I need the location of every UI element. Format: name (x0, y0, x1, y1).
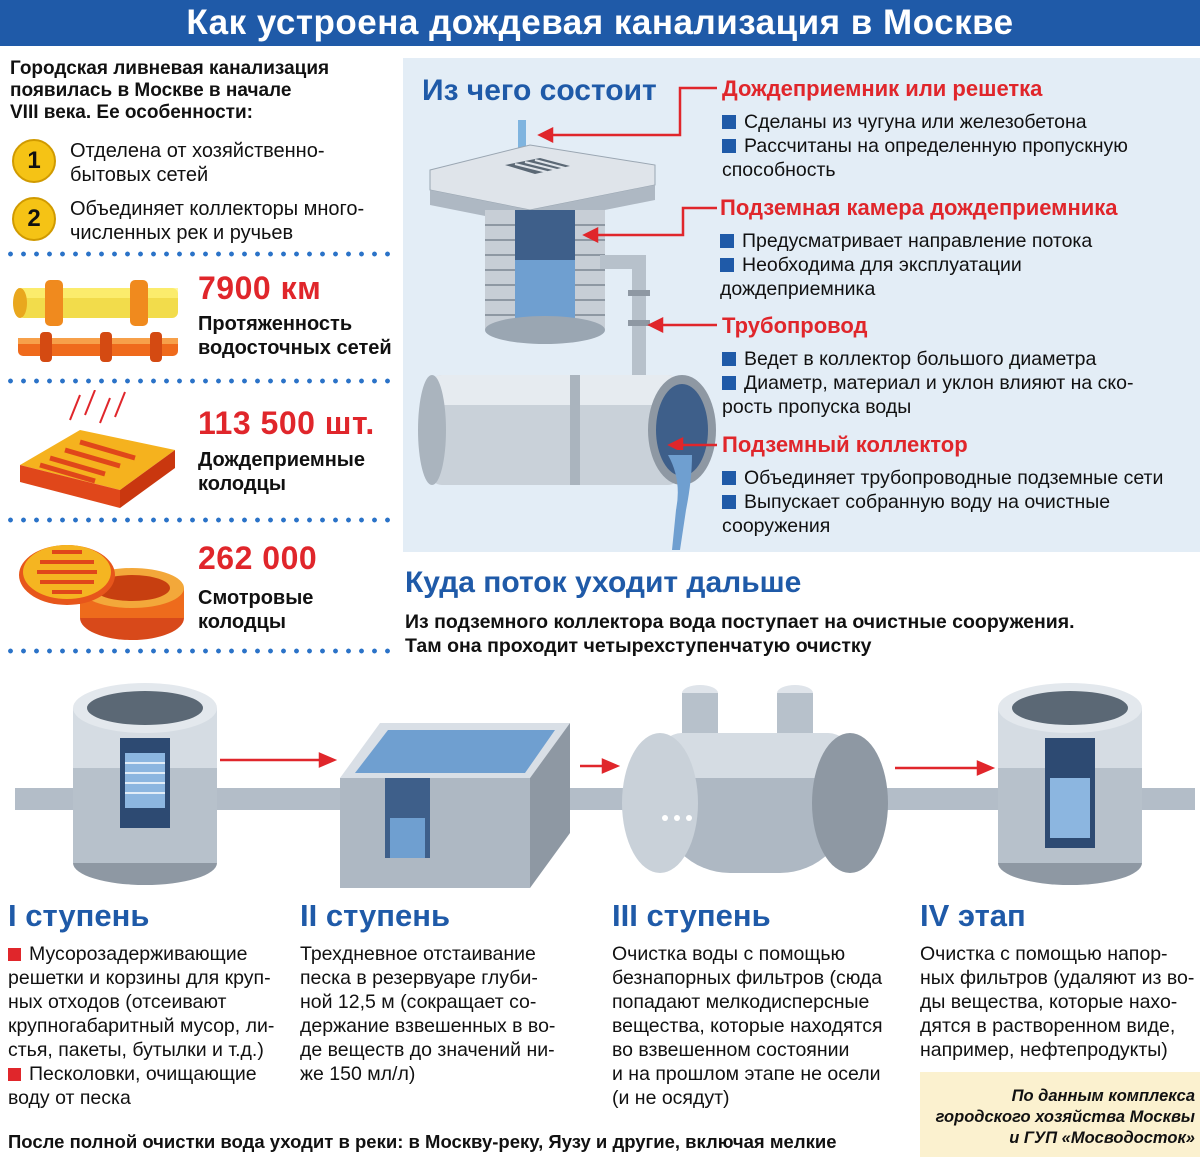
part-bullet: Диаметр, материал и уклон влияют на ско- рость пропуска воды (722, 372, 1134, 418)
stage-line: воду от песка (8, 1087, 131, 1109)
structure-title: Из чего состоит (422, 74, 657, 107)
stage-line: попадают мелкодисперсные (612, 991, 870, 1013)
dotted-divider (4, 517, 394, 523)
stage-line: песка в резервуаре глуби- (300, 967, 538, 989)
part-chamber (720, 195, 1190, 301)
stage-title-4: IV этап (920, 898, 1026, 933)
stage-line: де веществ до значений ни- (300, 1039, 555, 1061)
source-text (925, 1086, 1195, 1149)
stage-line: вещества, которые находятся (612, 1015, 883, 1037)
part-bullet: Ведет в коллектор большого диаметра (722, 347, 1192, 371)
bullet-square-icon (722, 115, 736, 129)
part-bullet: Необходима для эксплуатации дождеприемника (720, 254, 1022, 300)
flow-text (405, 610, 1075, 658)
bullet-square-icon (722, 495, 736, 509)
stage-line: ной 12,5 м (сокращает со- (300, 991, 537, 1013)
stat-label-line: Смотровые (198, 587, 314, 609)
stage-line: стья, пакеты, бутылки и т.д.) (8, 1039, 264, 1061)
stage-title-3: III ступень (612, 898, 771, 933)
stage-line: дятся в растворенном виде, (920, 1015, 1176, 1037)
leader-lines (535, 80, 725, 450)
manhole-icon (12, 530, 187, 645)
bullet-square-icon (8, 948, 21, 961)
stage-line: держание взвешенных в во- (300, 1015, 556, 1037)
flow-line: Там она проходит четырехступенчатую очистку (405, 635, 872, 657)
bullet-square-icon (722, 139, 736, 153)
feature-number-2: 2 (12, 197, 56, 241)
intro-line: VIII века. Ее особенности: (10, 102, 253, 123)
stage-line: и на прошлом этапе не осели (612, 1063, 881, 1085)
feature-line: Объединяет коллекторы много- (70, 198, 365, 220)
part-title: Трубопровод (722, 313, 868, 338)
part-bullet: Рассчитаны на определенную пропускную способность (722, 135, 1128, 181)
intro-line: Городская ливневая канализация (10, 58, 330, 79)
stat-label-line: водосточных сетей (198, 337, 392, 359)
dotted-divider (4, 378, 394, 384)
part-bullet: Выпускает собранную воду на очистные сооружения (722, 491, 1111, 537)
stage-line: Трехдневное отстаивание (300, 943, 536, 965)
stage-line: во взвешенном состоянии (612, 1039, 850, 1061)
bullet-square-icon (722, 352, 736, 366)
stage-line: ных фильтров (удаляют из во- (920, 967, 1195, 989)
part-collector (722, 432, 1192, 538)
feature-text-1 (70, 139, 390, 187)
part-title: Подземный коллектор (722, 432, 968, 457)
flow-title: Куда поток уходит дальше (405, 566, 802, 599)
stat-value-grates: 113 500 шт. (198, 405, 375, 441)
bullet-square-icon (8, 1068, 21, 1081)
part-grate (722, 76, 1192, 182)
stat-label-manholes (198, 586, 313, 634)
stage-line: крупногабаритный мусор, ли- (8, 1015, 275, 1037)
stage-line: же 150 мл/л) (300, 1063, 416, 1085)
stage-text-1 (8, 942, 298, 1110)
stage-line: например, нефтепродукты) (920, 1039, 1168, 1061)
bullet-square-icon (722, 376, 736, 390)
flow-line: Из подземного коллектора вода поступает на очистные сооружения. (405, 611, 1075, 633)
stat-value-length: 7900 км (198, 270, 322, 306)
bullet-square-icon (720, 258, 734, 272)
stage-bullet: Песколовки, очищающие (8, 1062, 298, 1086)
stat-value-manholes: 262 000 (198, 540, 318, 576)
stage-line: (и не осядут) (612, 1087, 730, 1109)
part-bullet: Объединяет трубопроводные подземные сети (722, 466, 1192, 490)
feature-text-2 (70, 197, 390, 245)
stage-text-3 (612, 942, 912, 1110)
stat-label-line: колодцы (198, 473, 286, 495)
source-line: По данным комплекса (1011, 1087, 1195, 1105)
stage-title-2: II ступень (300, 898, 451, 933)
stage-line: решетки и корзины для круп- (8, 967, 271, 989)
stat-label-line: Дождеприемные (198, 449, 365, 471)
stage-line: ных отходов (отсеивают (8, 991, 227, 1013)
stat-label-line: Протяженность (198, 313, 353, 335)
feature-line: численных рек и ручьев (70, 222, 294, 244)
stage-line: ды вещества, которые нахо- (920, 991, 1178, 1013)
pipes-icon (10, 268, 185, 368)
grate-icon (10, 390, 185, 515)
stat-label-grates (198, 448, 365, 496)
stage-text-2 (300, 942, 600, 1086)
stage-title-1: I ступень (8, 898, 150, 933)
stage-line: Очистка воды с помощью (612, 943, 846, 965)
bullet-square-icon (722, 471, 736, 485)
part-title: Дождеприемник или решетка (722, 76, 1043, 101)
bullet-square-icon (720, 234, 734, 248)
part-title: Подземная камера дождеприемника (720, 195, 1118, 220)
part-pipeline (722, 313, 1192, 419)
source-line: городского хозяйства Москвы (935, 1108, 1195, 1126)
part-bullet: Сделаны из чугуна или железобетона (722, 110, 1192, 134)
stage-line: безнапорных фильтров (сюда (612, 967, 883, 989)
feature-line: Отделена от хозяйственно- (70, 140, 325, 162)
footer-text: После полной очистки вода уходит в реки: в Москву-реку, Яузу и другие, включая мелкие (8, 1131, 837, 1152)
intro-text (10, 58, 390, 124)
source-line: и ГУП «Мосводосток» (1009, 1129, 1195, 1147)
stage-bullet: Мусорозадерживающие (8, 942, 298, 966)
treatment-stages-illustration (0, 668, 1200, 893)
dotted-divider (4, 251, 394, 257)
stage-text-4 (920, 942, 1200, 1062)
stat-label-line: колодцы (198, 611, 286, 633)
dotted-divider (4, 648, 394, 654)
feature-number-1: 1 (12, 139, 56, 183)
intro-line: появилась в Москве в начале (10, 80, 292, 101)
stat-label-length (198, 312, 392, 360)
title-bar (0, 0, 1200, 46)
page-title: Как устроена дождевая канализация в Москве (186, 3, 1014, 42)
feature-line: бытовых сетей (70, 164, 209, 186)
stage-line: Очистка с помощью напор- (920, 943, 1168, 965)
part-bullet: Предусматривает направление потока (720, 229, 1190, 253)
